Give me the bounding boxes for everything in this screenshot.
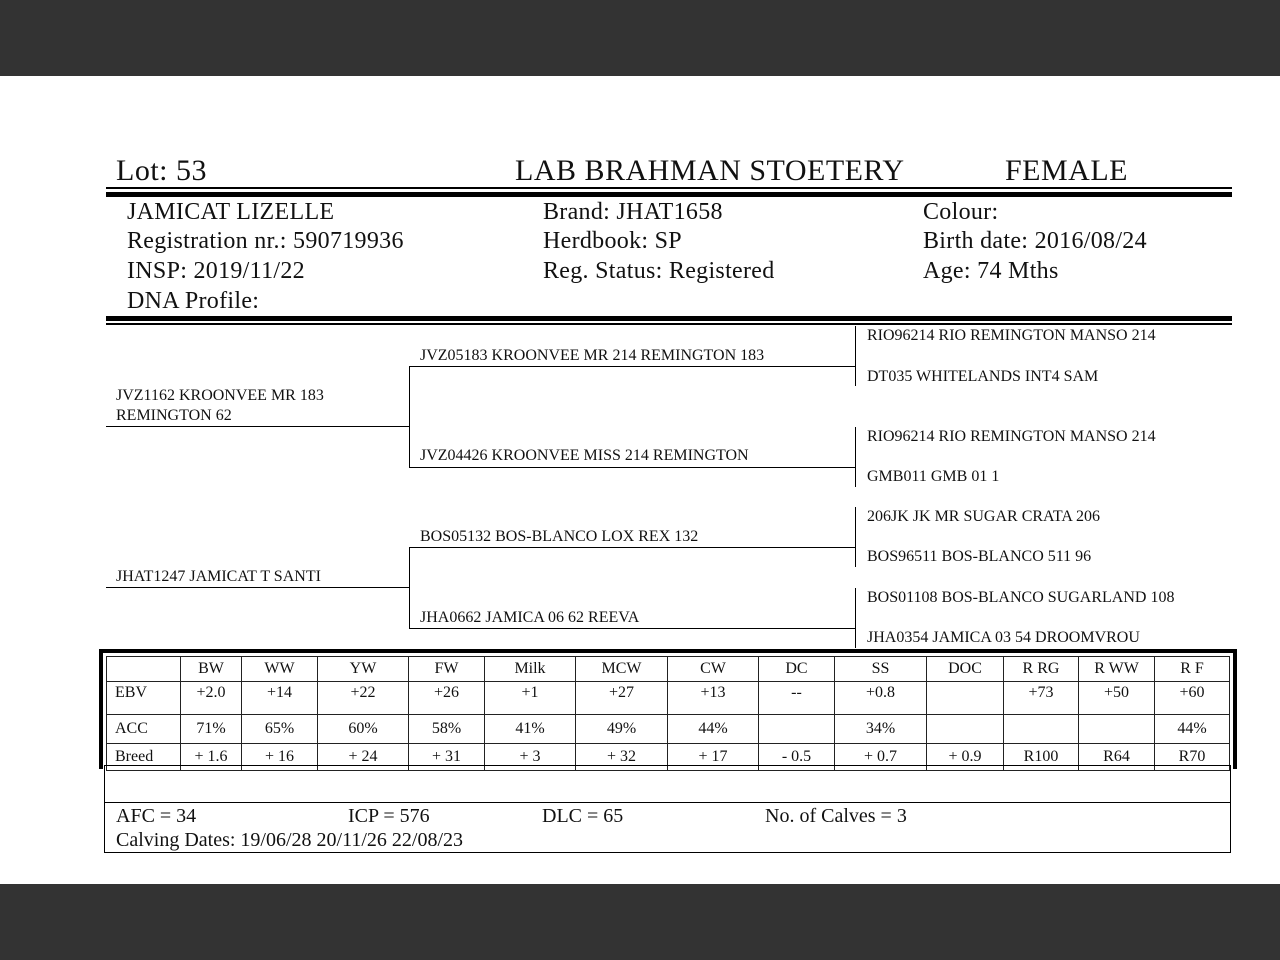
table-header-cell: MCW xyxy=(576,657,668,682)
dna-profile: DNA Profile: xyxy=(127,288,260,314)
table-cell: 44% xyxy=(1155,715,1230,744)
pedigree-great-grandparent: JHA0354 JAMICA 03 54 DROOMVROU xyxy=(867,629,1140,646)
table-cell: +50 xyxy=(1079,682,1155,715)
pedigree-great-grandparent: RIO96214 RIO REMINGTON MANSO 214 xyxy=(867,327,1156,344)
table-row xyxy=(107,715,1230,744)
pedigree-great-grandparent: GMB011 GMB 01 1 xyxy=(867,468,1000,485)
table-row xyxy=(107,682,1230,715)
table-cell: R70 xyxy=(1155,744,1230,771)
table-cell xyxy=(1079,715,1155,744)
table-cell: + 0.7 xyxy=(835,744,927,771)
pedigree-sire-line2: REMINGTON 62 xyxy=(116,407,232,424)
table-row-label: EBV xyxy=(107,682,181,715)
pedigree-great-grandparent: BOS96511 BOS-BLANCO 511 96 xyxy=(867,548,1092,565)
table-header-cell: R F xyxy=(1155,657,1230,682)
table-cell: - 0.5 xyxy=(759,744,835,771)
brand: Brand: JHAT1658 xyxy=(543,199,723,225)
lot-number: Lot: 53 xyxy=(116,154,207,187)
herdbook: Herdbook: SP xyxy=(543,228,682,254)
table-cell: +14 xyxy=(242,682,318,715)
pedigree-dam-sire: BOS05132 BOS-BLANCO LOX REX 132 xyxy=(420,528,699,545)
table-row-label: ACC xyxy=(107,715,181,744)
table-cell: +27 xyxy=(576,682,668,715)
breeder-name: LAB BRAHMAN STOETERY xyxy=(515,154,905,187)
table-header-cell: DC xyxy=(759,657,835,682)
pedigree-sire-sire-line xyxy=(409,366,856,367)
table-header-cell: BW xyxy=(181,657,242,682)
pedigree-bracket-ggp-2 xyxy=(855,427,856,487)
inspection-date: INSP: 2019/11/22 xyxy=(127,258,305,284)
pedigree-bracket-sire xyxy=(409,366,410,467)
table-row-label: Breed xyxy=(107,744,181,771)
table-cell: + 32 xyxy=(576,744,668,771)
table-cell: +1 xyxy=(485,682,576,715)
table-cell: -- xyxy=(759,682,835,715)
table-cell: +2.0 xyxy=(181,682,242,715)
table-header-cell: CW xyxy=(668,657,759,682)
table-header-cell: FW xyxy=(409,657,485,682)
table-cell: 60% xyxy=(318,715,409,744)
pedigree-dam-dam-line xyxy=(409,628,856,629)
table-cell: + 1.6 xyxy=(181,744,242,771)
registration-status: Reg. Status: Registered xyxy=(543,258,775,284)
registration-number: Registration nr.: 590719936 xyxy=(127,228,404,254)
table-cell: 34% xyxy=(835,715,927,744)
pedigree-great-grandparent: RIO96214 RIO REMINGTON MANSO 214 xyxy=(867,428,1156,445)
pedigree-bracket-ggp-1 xyxy=(855,326,856,386)
ebv-table xyxy=(106,656,1230,771)
pedigree-great-grandparent: 206JK JK MR SUGAR CRATA 206 xyxy=(867,508,1100,525)
table-cell: +73 xyxy=(1004,682,1079,715)
pedigree-dam-dam: JHA0662 JAMICA 06 62 REEVA xyxy=(420,609,640,626)
pedigree-dam-sire-line xyxy=(409,547,856,548)
birth-date: Birth date: 2016/08/24 xyxy=(923,228,1147,254)
pedigree-bracket-ggp-3 xyxy=(855,507,856,567)
pedigree-great-grandparent: BOS01108 BOS-BLANCO SUGARLAND 108 xyxy=(867,589,1175,606)
table-cell: + 31 xyxy=(409,744,485,771)
table-header-cell: R RG xyxy=(1004,657,1079,682)
table-cell: +60 xyxy=(1155,682,1230,715)
table-cell: 49% xyxy=(576,715,668,744)
table-header-cell: SS xyxy=(835,657,927,682)
table-cell: +0.8 xyxy=(835,682,927,715)
table-cell: +26 xyxy=(409,682,485,715)
pedigree-dam-line xyxy=(106,587,410,588)
table-header-cell: WW xyxy=(242,657,318,682)
pedigree-dam: JHAT1247 JAMICAT T SANTI xyxy=(116,568,321,585)
table-cell xyxy=(759,715,835,744)
pedigree-bracket-ggp-4 xyxy=(855,588,856,648)
calving-dates: Calving Dates: 19/06/28 20/11/26 22/08/23 xyxy=(116,829,464,851)
table-cell: 71% xyxy=(181,715,242,744)
table-cell: R100 xyxy=(1004,744,1079,771)
pedigree-sire-sire: JVZ05183 KROONVEE MR 214 REMINGTON 183 xyxy=(420,347,765,364)
table-cell: + 16 xyxy=(242,744,318,771)
table-cell: + 3 xyxy=(485,744,576,771)
table-header-cell xyxy=(107,657,181,682)
table-cell: + 17 xyxy=(668,744,759,771)
viewer-top-band xyxy=(0,0,1280,76)
table-header-cell: YW xyxy=(318,657,409,682)
pedigree-sire-dam: JVZ04426 KROONVEE MISS 214 REMINGTON xyxy=(420,447,749,464)
colour: Colour: xyxy=(923,199,999,225)
age: Age: 74 Mths xyxy=(923,258,1059,284)
table-cell: 41% xyxy=(485,715,576,744)
animal-name: JAMICAT LIZELLE xyxy=(127,199,335,225)
viewer-bottom-band xyxy=(0,884,1280,960)
afc-value: AFC = 34 xyxy=(116,805,197,827)
info-rule-thick xyxy=(106,316,1232,321)
icp-value: ICP = 576 xyxy=(348,805,430,827)
calving-box-divider xyxy=(104,802,1231,803)
table-cell xyxy=(1004,715,1079,744)
table-cell: +13 xyxy=(668,682,759,715)
table-cell xyxy=(927,682,1004,715)
table-cell: +22 xyxy=(318,682,409,715)
pedigree-sire-line xyxy=(106,426,410,427)
sex-label: FEMALE xyxy=(1005,154,1128,187)
pedigree-sire-dam-line xyxy=(409,467,856,468)
table-header-cell: Milk xyxy=(485,657,576,682)
table-cell xyxy=(927,715,1004,744)
table-cell: 58% xyxy=(409,715,485,744)
info-rule-thin xyxy=(106,323,1232,325)
table-cell: 65% xyxy=(242,715,318,744)
pedigree-bracket-dam xyxy=(409,547,410,628)
pedigree-sire-line1: JVZ1162 KROONVEE MR 183 xyxy=(116,387,324,404)
ebv-header-row xyxy=(107,657,1230,682)
table-cell: + 0.9 xyxy=(927,744,1004,771)
header-rule-thin xyxy=(106,187,1232,189)
pedigree-great-grandparent: DT035 WHITELANDS INT4 SAM xyxy=(867,368,1099,385)
table-header-cell: DOC xyxy=(927,657,1004,682)
table-cell: R64 xyxy=(1079,744,1155,771)
calves-count: No. of Calves = 3 xyxy=(765,805,907,827)
header-rule-thick xyxy=(106,192,1232,197)
table-cell: 44% xyxy=(668,715,759,744)
table-header-cell: R WW xyxy=(1079,657,1155,682)
table-cell: + 24 xyxy=(318,744,409,771)
dlc-value: DLC = 65 xyxy=(542,805,624,827)
